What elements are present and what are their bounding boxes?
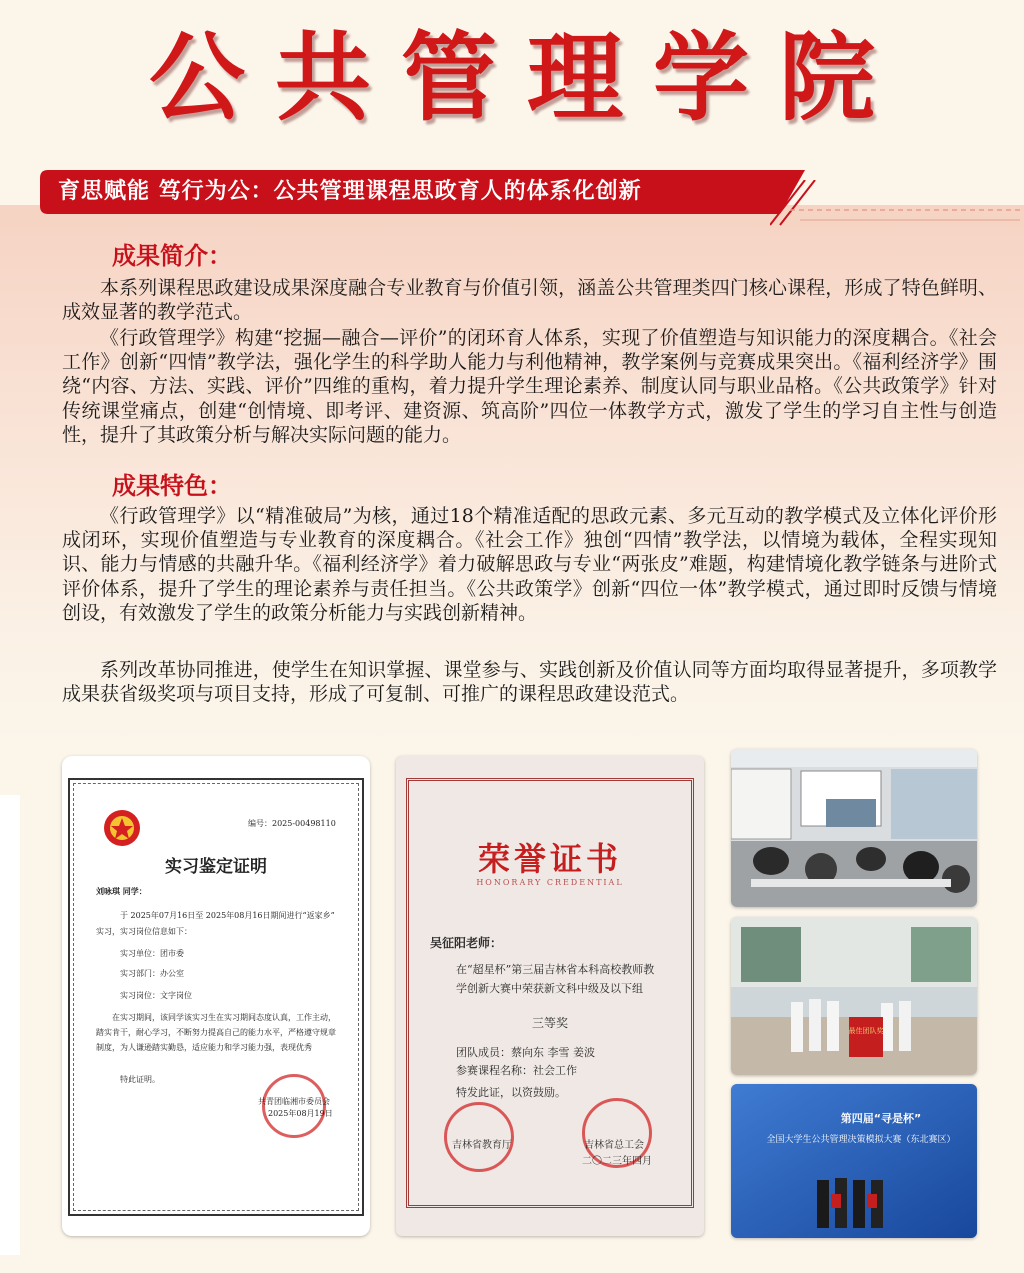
honor-closing: 特发此证，以资鼓励。 [456,1086,566,1099]
certificate-issuer: 共青团临湘市委员会 [258,1097,330,1106]
page-title: 公共管理学院 [149,22,905,134]
flag-text: 最佳团队奖 [848,1027,884,1035]
honor-award: 三等奖 [531,1016,568,1030]
competition-scene [731,1084,977,1238]
certificate-post: 实习岗位：文字岗位 [120,991,192,1000]
classroom-photo [731,749,977,907]
honor-issuer-2: 吉林省总工会 [584,1140,644,1151]
certificate-closing: 特此证明。 [120,1075,160,1084]
honor-recipient: 吴征阳老师： [430,936,503,950]
honor-date: 二〇二三年四月 [582,1156,652,1167]
certificate-evaluation: 在实习期间，该同学该实习生在实习期间态度认真，工作主动，踏实肯干，耐心学习，不断努力提高自己的能力水平，严格遵守规章制度，为人谦逊踏实勤恳，适应能力和学习能力强，表现优秀 [96,1013,336,1052]
honor-subtitle: HONORARY CREDENTIAL [476,878,624,887]
certificate-dept: 实习部门：办公室 [120,969,184,978]
team-award-photo [731,917,977,1075]
competition-photo [731,1084,977,1238]
competition-banner-line-1: 第四届“寻是杯” [840,1112,922,1125]
features-paragraph-1: 《行政管理学》以“精准破局”为核，通过18个精准适配的思政元素、多元互动的教学模式及立体化评价形成闭环，实现价值塑造与专业教育的深度耦合。《社会工作》独创“四情”教学法，以情境为载体，全程实现知识、能力与情感的共融升华。《福利经济学》着力破解思政与专业“两张皮”难题，构建情境化教学链条与进阶式评价体系，提升了学生的理论素养与责任担当。《公共政策学》创新“四位一体”教学模式，通过即时反馈与情境创设，有效激发了学生的政策分析能力与实践创新精神。 [62,505,997,624]
certificate-date: 2025年08月19日 [268,1109,333,1118]
certificate-greeting: 刘咏琪 同学： [96,886,147,896]
intro-heading: 成果简介： [112,242,232,270]
honorary-certificate [396,756,704,1236]
features-heading: 成果特色： [112,472,232,500]
honor-title: 荣誉证书 [477,840,622,878]
intro-paragraph-1: 本系列课程思政建设成果深度融合专业教育与价值引领，涵盖公共管理类四门核心课程，形成了特色鲜明、成效显著的教学范式。 [62,277,997,324]
certificate-title: 实习鉴定证明 [165,857,267,877]
internship-certificate [62,756,370,1236]
left-edge-strip [0,795,20,1255]
team-award-scene [731,917,977,1075]
certificate-line-1: 于 2025年07月16日至 2025年08月16日期间进行“返家乡” [120,911,335,920]
features-paragraph-2: 系列改革协同推进，使学生在知识掌握、课堂参与、实践创新及价值认同等方面均取得显著提升，多项教学成果获省级奖项与项目支持，形成了可复制、可推广的课程思政建设范式。 [62,659,997,706]
honor-issuer-1: 吉林省教育厅 [452,1140,512,1151]
subtitle-banner [40,170,820,214]
youth-league-emblem-icon [102,808,142,848]
subtitle-text: 育思赋能 笃行为公：公共管理课程思政育人的体系化创新 [58,179,642,204]
honor-course: 参赛课程名称：社会工作 [456,1064,577,1077]
banner-decoration [770,180,1020,240]
intro-paragraph-2: 《行政管理学》构建“挖掘—融合—评价”的闭环育人体系，实现了价值塑造与知识能力的深度耦合。《社会工作》创新“四情”教学法，强化学生的科学助人能力与利他精神，教学案例与竞赛成果突出。《福利经济学》围绕“内容、方法、实践、评价”四维的重构，着力提升学生理论素养、制度认同与职业品格。《公共政策学》针对传统课堂痛点，创建“创情境、即考评、建资源、筑高阶”四位一体教学方式，激发了学生的学习自主性与创造性，提升了其政策分析与解决实际问题的能力。 [62,327,997,446]
certificate-serial: 编号：2025-00498110 [248,819,336,828]
honor-body: 在“超星杯”第三届吉林省本科高校教师教学创新大赛中荣获新文科中级及以下组 [456,963,655,995]
certificate-unit: 实习单位：团市委 [120,949,184,958]
classroom-scene [731,749,977,907]
competition-banner-line-2: 全国大学生公共管理决策模拟大赛（东北赛区） [766,1135,956,1145]
honor-team: 团队成员：蔡向东 李雪 姜波 [456,1046,595,1059]
certificate-line-2: 实习，实习岗位信息如下： [96,927,192,936]
